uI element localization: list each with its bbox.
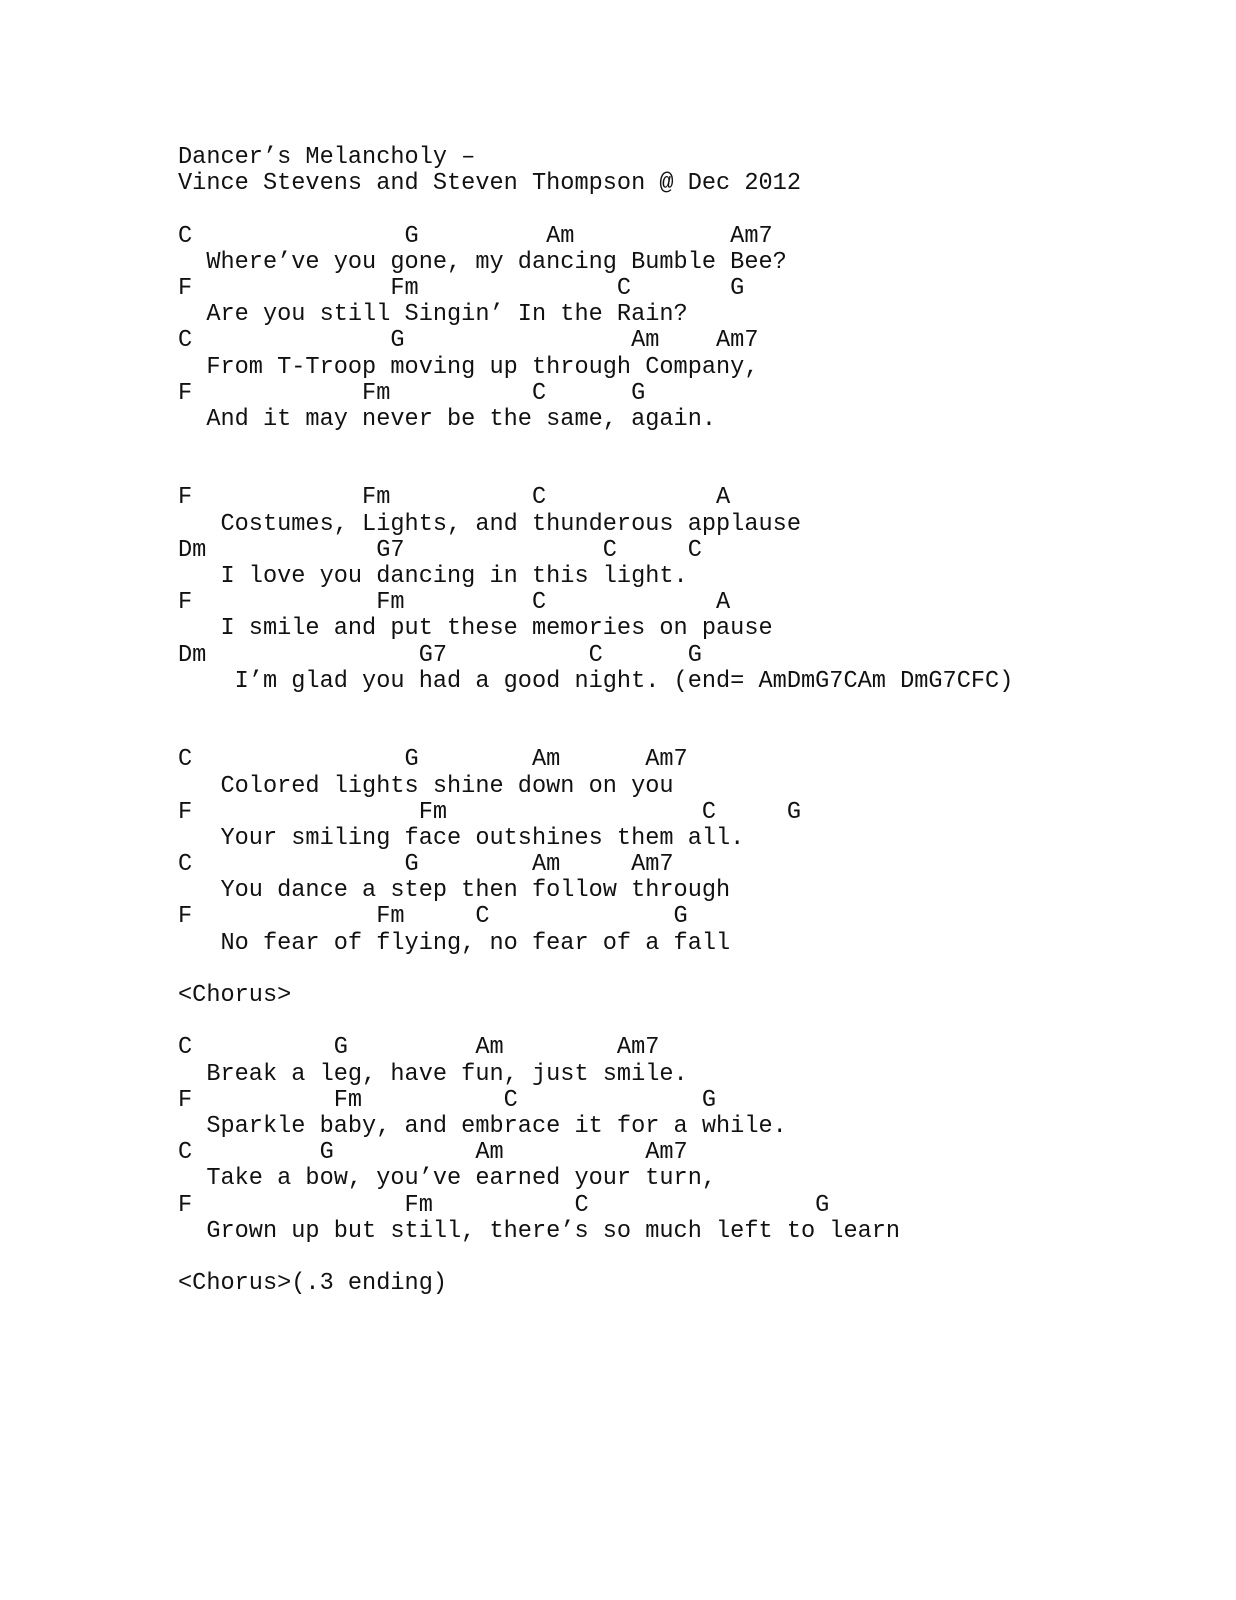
chord-line: F Fm C A [178,589,731,617]
chord-line: F Fm C G [178,274,745,302]
chorus-ending-marker: <Chorus>(.3 ending) [178,1270,448,1298]
blank-line [178,957,1013,983]
chord-line: F Fm C G [178,1086,717,1114]
lyric-line: Grown up but still, there’s so much left to learn [178,1217,901,1245]
blank-line [178,721,1013,747]
chord-line: F Fm C G [178,903,688,931]
lyric-line: Take a bow, you’ve earned your turn, [178,1165,717,1193]
chord-line: Dm G7 C G [178,641,702,669]
blank-line [178,695,1013,721]
lyric-line: No fear of flying, no fear of a fall [178,929,731,957]
song-title: Dancer’s Melancholy – [178,144,476,171]
lyric-line: Sparkle baby, and embrace it for a while. [178,1112,787,1140]
blank-line [178,433,1013,459]
chord-sheet [178,145,1013,1297]
chorus-marker: <Chorus> [178,982,292,1009]
song-credits: Vince Stevens and Steven Thompson @ Dec 2012 [178,170,801,198]
chord-line: C G Am Am7 [178,746,688,774]
lyric-line: Where’ve you gone, my dancing Bumble Bee? [178,248,787,276]
chord-line: C G Am Am7 [178,1034,660,1062]
chord-line: C G Am Am7 [178,327,759,355]
chord-line: C G Am Am7 [178,851,674,879]
blank-line [178,1009,1013,1035]
blank-line [178,459,1013,485]
chord-line: C G Am Am7 [178,1139,688,1167]
lyric-line: Costumes, Lights, and thunderous applause [178,510,801,538]
lyric-line: Are you still Singin’ In the Rain? [178,301,688,329]
blank-line [178,1245,1013,1271]
lyric-line: You dance a step then follow through [178,877,731,905]
chord-line: Dm G7 C C [178,536,702,564]
lyric-line: From T-Troop moving up through Company, [178,353,759,381]
chord-line: F Fm C A [178,484,731,512]
lyric-line: And it may never be the same, again. [178,405,717,433]
lyric-line: Break a leg, have fun, just smile. [178,1060,688,1088]
chord-line: F Fm C G [178,798,801,826]
chord-line: F Fm C G [178,379,646,407]
lyric-line: I smile and put these memories on pause [178,615,773,643]
lyric-line: I love you dancing in this light. [178,563,688,590]
chord-line: F Fm C G [178,1191,830,1219]
lyric-line: Colored lights shine down on you [178,772,674,800]
lyric-line: Your smiling face outshines them all. [178,824,745,852]
chord-line: C G Am Am7 [178,222,773,250]
lyric-line: I’m glad you had a good night. (end= AmDmG7CAm DmG7CFC) [178,667,1014,695]
blank-line [178,197,1013,223]
